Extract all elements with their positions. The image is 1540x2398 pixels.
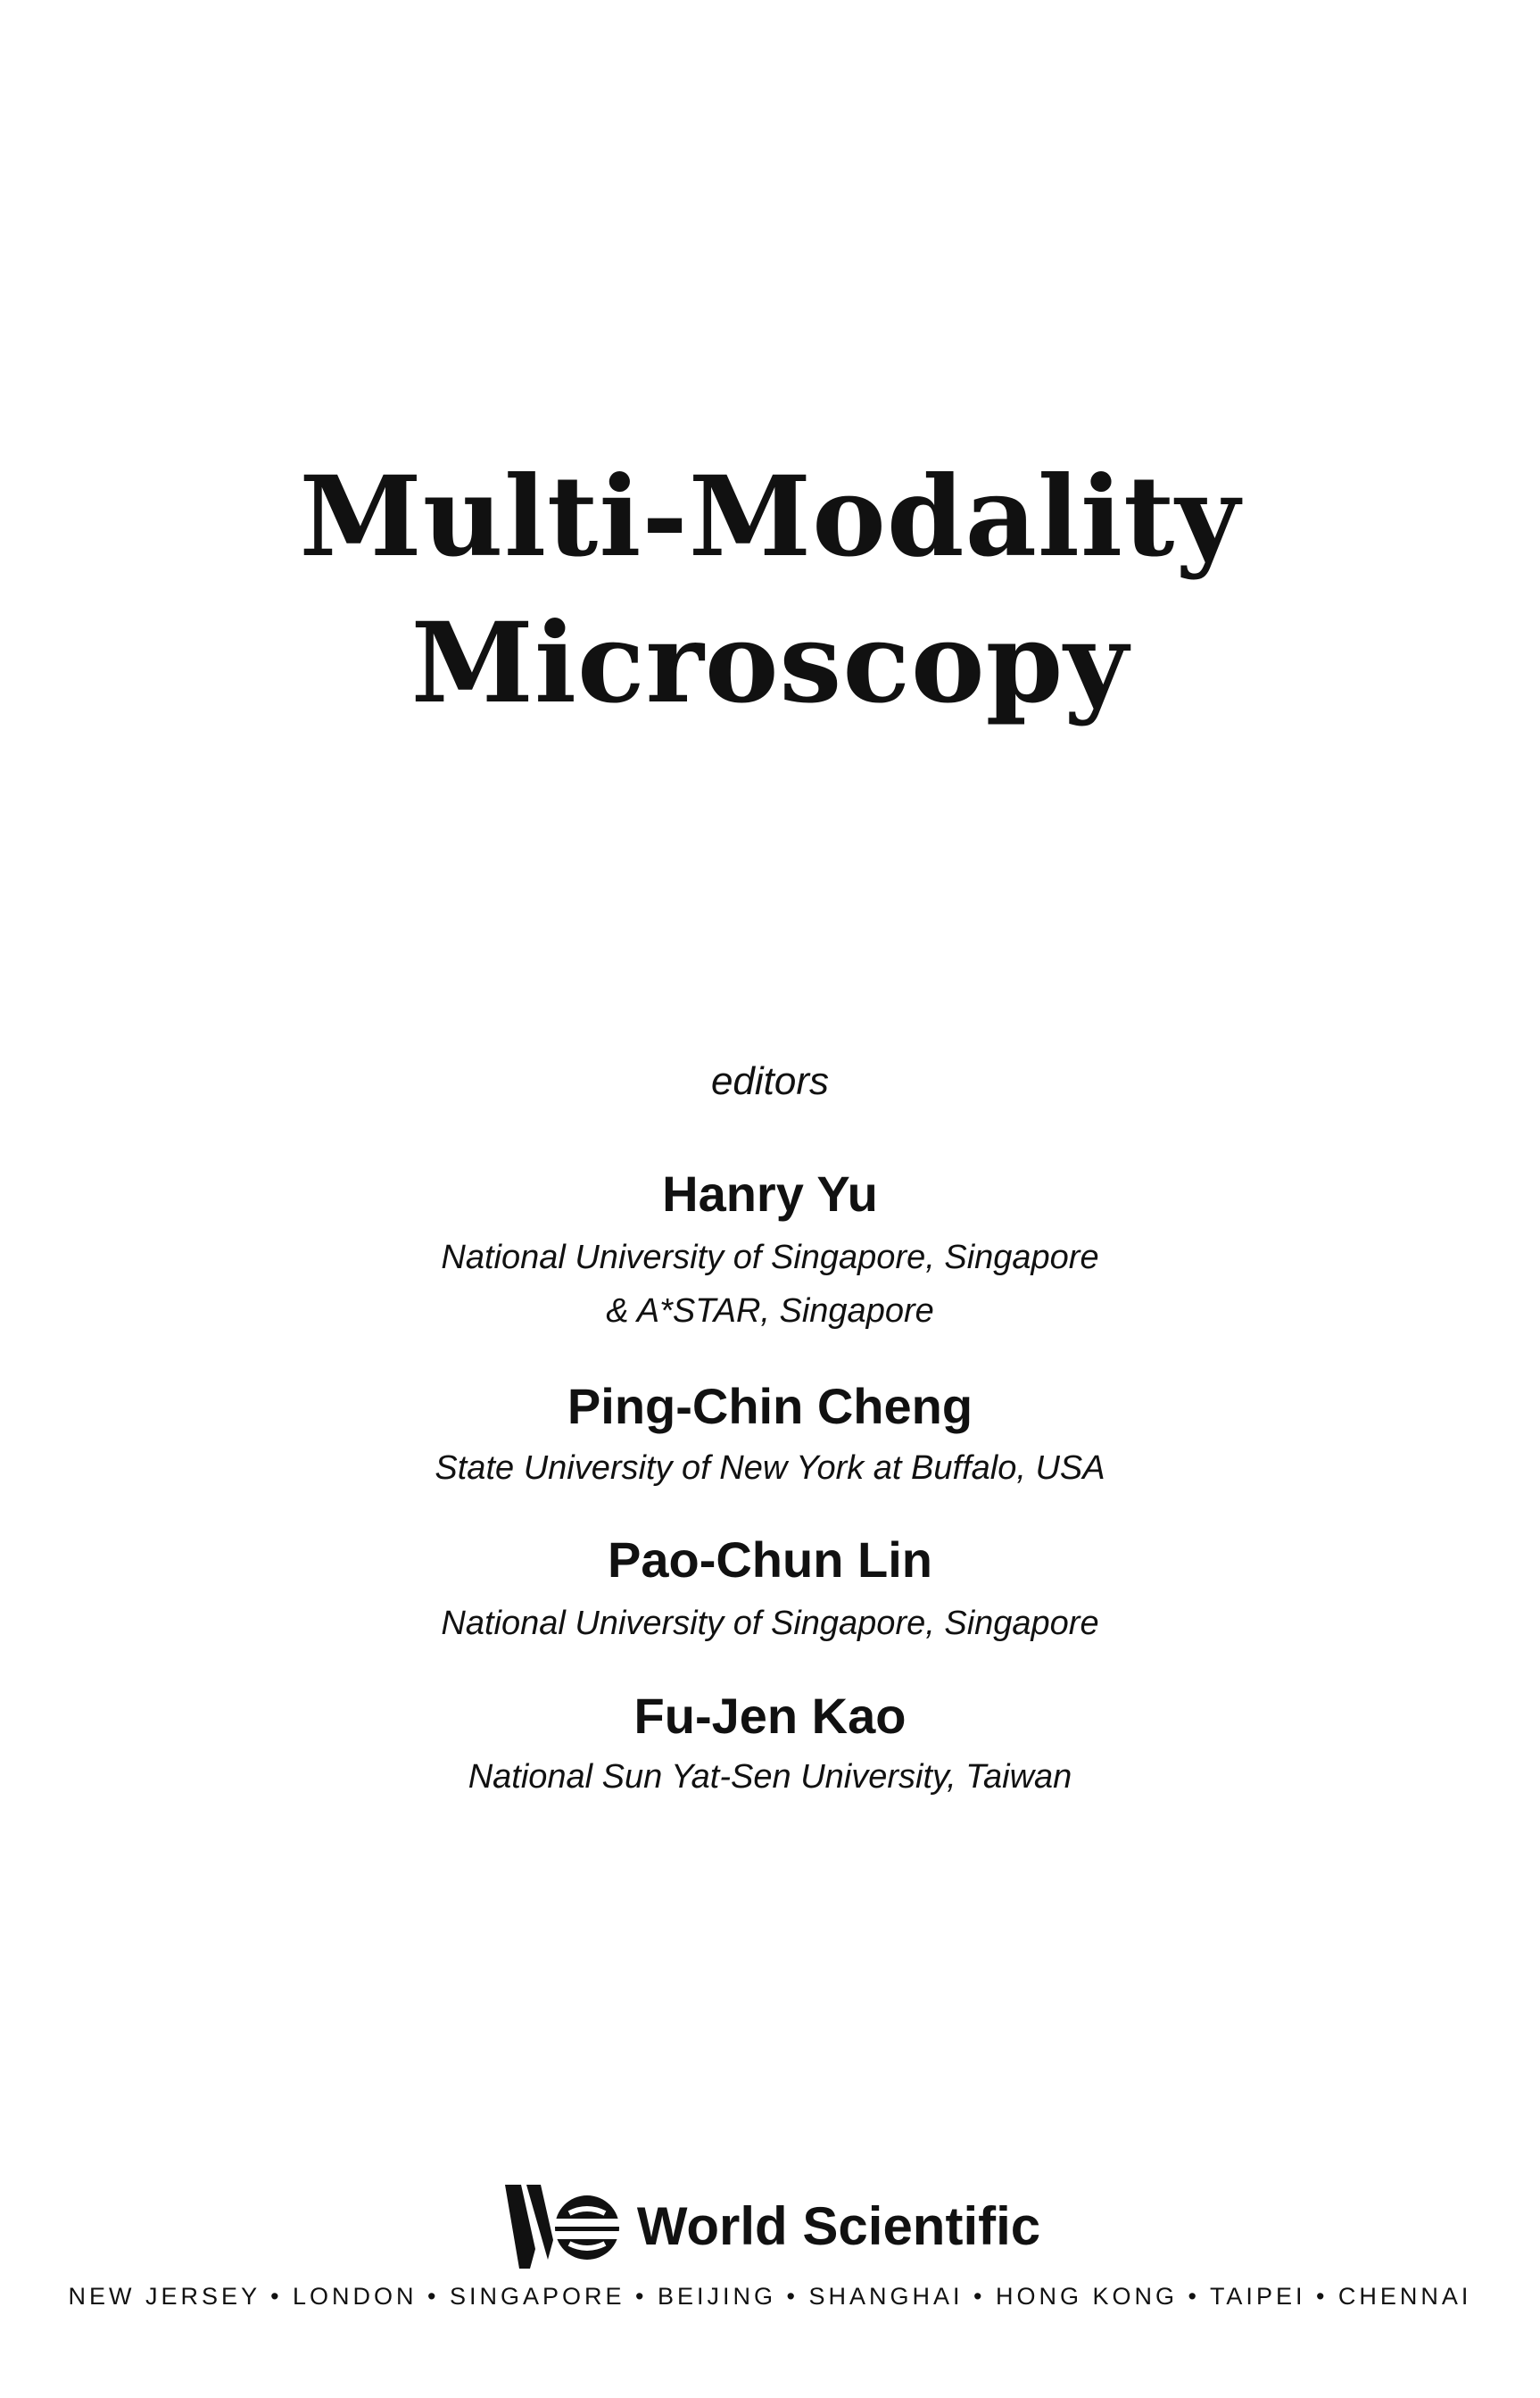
editor-affiliation: National University of Singapore, Singapore bbox=[441, 1605, 1099, 1642]
editor-name-ping-chin-cheng: Ping-Chin Cheng bbox=[567, 1378, 973, 1434]
editor-name-pao-chun-lin: Pao-Chun Lin bbox=[608, 1531, 932, 1588]
editor-affiliation: & A*STAR, Singapore bbox=[606, 1292, 934, 1330]
editor-name-hanry-yu: Hanry Yu bbox=[662, 1166, 878, 1222]
book-title-line-2: Microscopy bbox=[410, 599, 1130, 728]
editor-affiliation: National Sun Yat-Sen University, Taiwan bbox=[468, 1758, 1072, 1796]
editors-label: editors bbox=[710, 1059, 830, 1103]
publisher-locations: NEW JERSEY • LONDON • SINGAPORE • BEIJING • SHANGHAI • HONG KONG • TAIPEI • CHENNAI bbox=[68, 2283, 1472, 2310]
editor-affiliation: National University of Singapore, Singapore bbox=[441, 1239, 1099, 1276]
publisher-name: World Scientific bbox=[636, 2196, 1041, 2256]
publisher-block bbox=[0, 2178, 1540, 2276]
world-scientific-logo-icon bbox=[500, 2178, 625, 2276]
book-title-line-1: Multi-Modality bbox=[299, 452, 1241, 582]
editor-affiliation: State University of New York at Buffalo, USA bbox=[435, 1449, 1105, 1487]
editor-name-fu-jen-kao: Fu-Jen Kao bbox=[633, 1688, 907, 1744]
